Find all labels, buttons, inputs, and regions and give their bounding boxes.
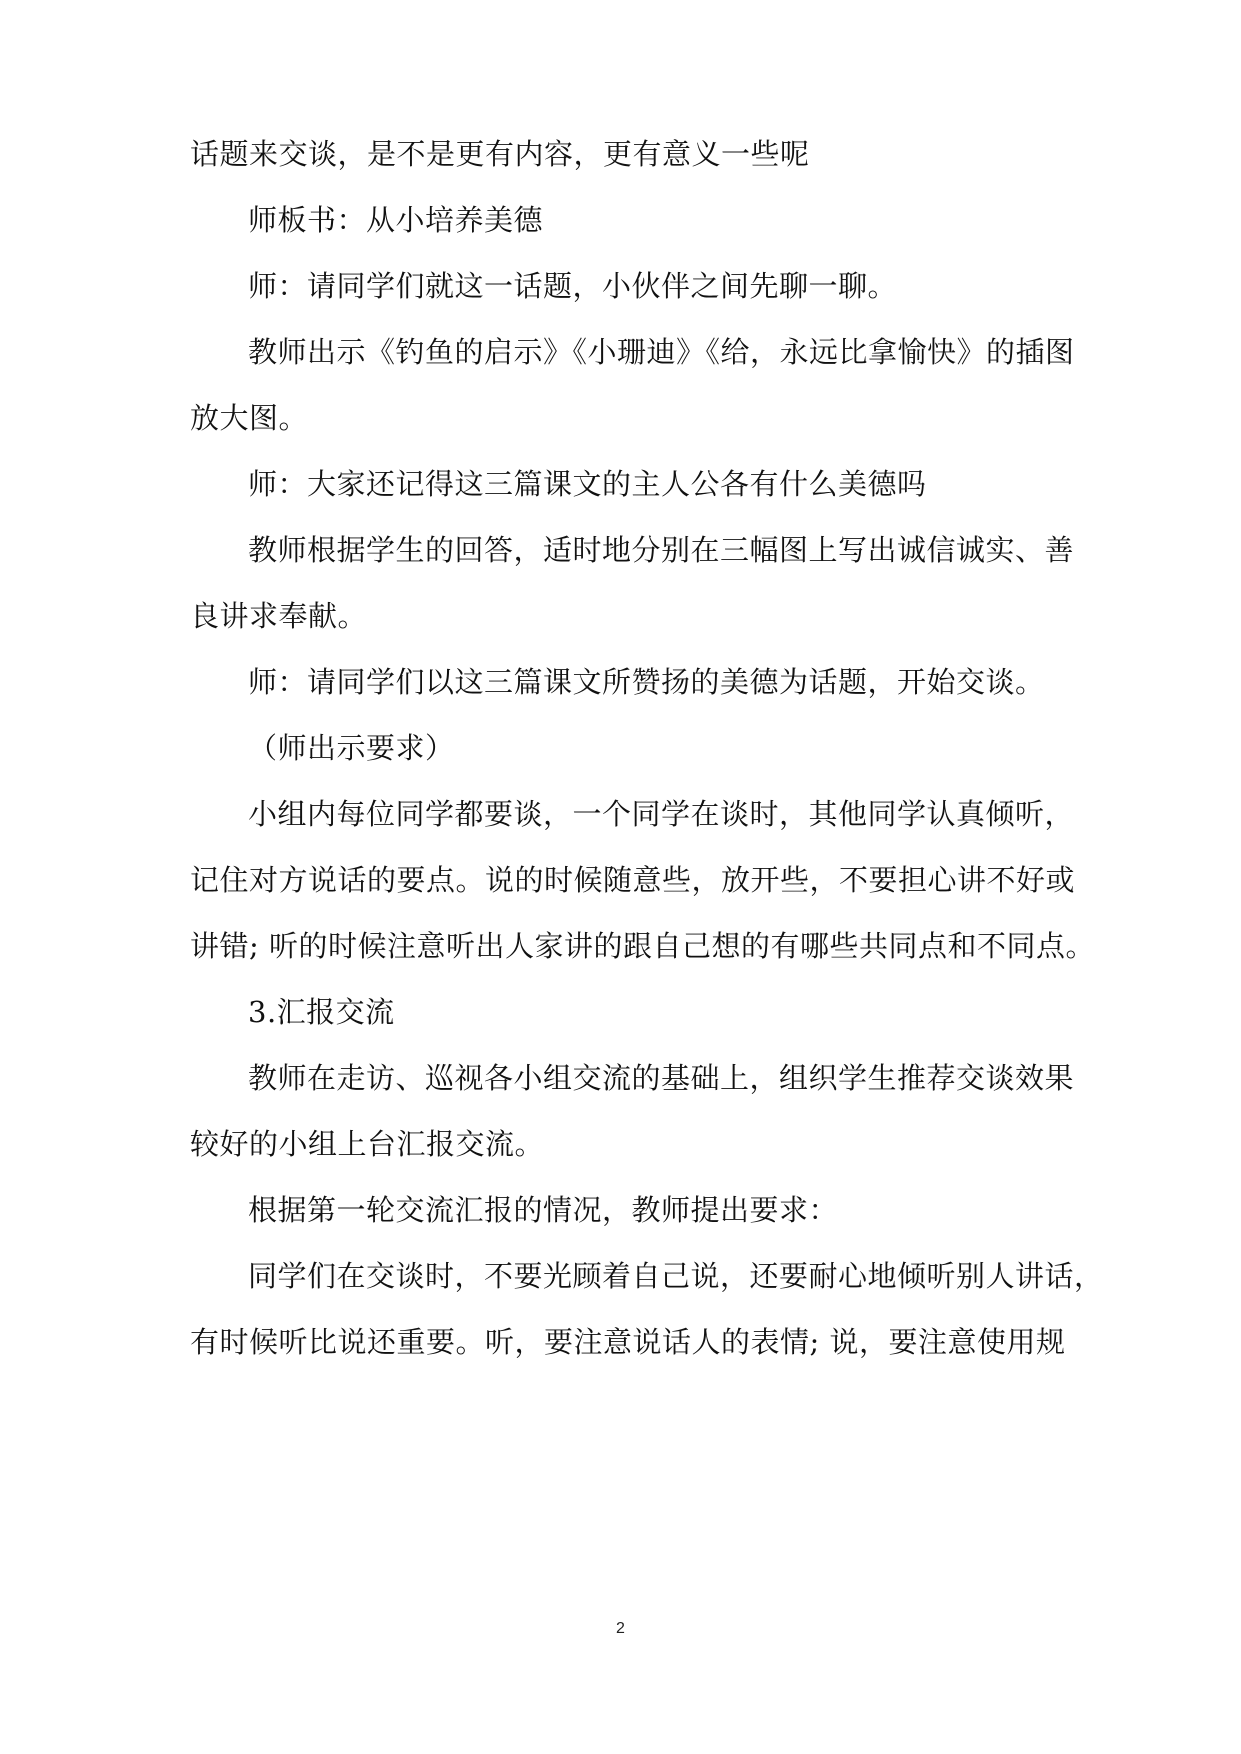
text-line: 同学们在交谈时，不要光顾着自己说，还要耐心地倾听别人讲话， — [248, 1259, 1104, 1293]
text-line: 有时候听比说还重要。听，要注意说话人的表情; 说，要注意使用规 — [190, 1325, 1066, 1359]
text-line: 师：请同学们以这三篇课文所赞扬的美德为话题，开始交谈。 — [248, 665, 1045, 699]
text-line: 教师出示《钓鱼的启示》《小珊迪》《给，永远比拿愉快》的插图 — [248, 335, 1075, 369]
text-line: （师出示要求） — [248, 731, 455, 765]
text-line: 教师根据学生的回答，适时地分别在三幅图上写出诚信诚实、善 — [248, 533, 1075, 567]
text-line: 小组内每位同学都要谈，一个同学在谈时，其他同学认真倾听， — [248, 797, 1075, 831]
text-line: 放大图。 — [190, 401, 309, 435]
text-line: 师：请同学们就这一话题，小伙伴之间先聊一聊。 — [248, 269, 898, 303]
text-line: 记住对方说话的要点。说的时候随意些，放开些，不要担心讲不好或 — [190, 863, 1076, 897]
text-line: 师：大家还记得这三篇课文的主人公各有什么美德吗 — [248, 467, 927, 501]
text-line: 较好的小组上台汇报交流。 — [190, 1127, 545, 1161]
page-number: 2 — [616, 1620, 625, 1637]
text-line: 讲错; 听的时候注意听出人家讲的跟自己想的有哪些共同点和不同点。 — [190, 929, 1095, 963]
text-line: 师板书：从小培养美德 — [248, 203, 544, 237]
section-heading: 3.汇报交流 — [248, 995, 395, 1029]
text-line: 良讲求奉献。 — [190, 599, 368, 633]
text-line: 根据第一轮交流汇报的情况，教师提出要求： — [248, 1193, 839, 1227]
text-line: 话题来交谈，是不是更有内容，更有意义一些呢 — [190, 137, 810, 171]
text-line: 教师在走访、巡视各小组交流的基础上，组织学生推荐交谈效果 — [248, 1061, 1075, 1095]
